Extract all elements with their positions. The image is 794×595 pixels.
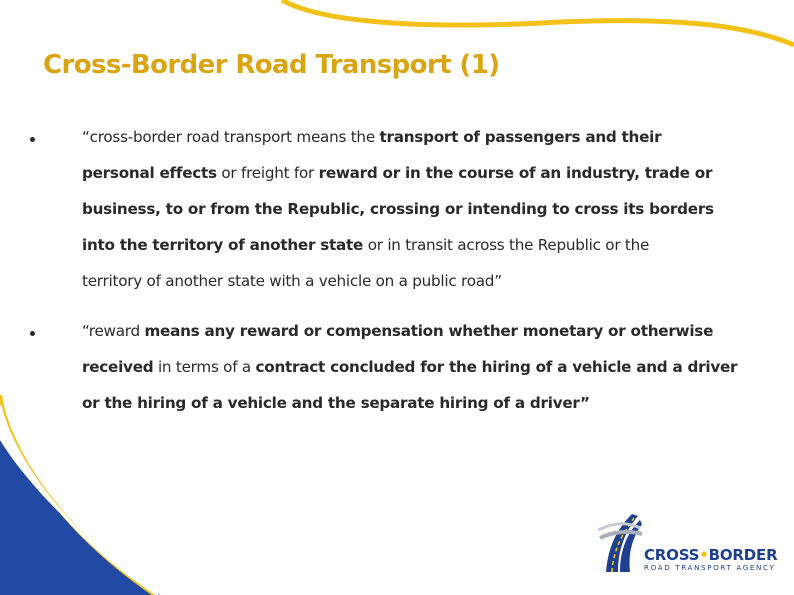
bullet-dot (30, 331, 35, 336)
bold-text-run: transport of passengers and their (379, 128, 662, 146)
bold-text-run: reward or in the course of an industry, trade or (318, 164, 713, 182)
bullet-line (82, 356, 737, 378)
bullet-dot (30, 137, 35, 142)
text-run: or freight for (216, 164, 319, 182)
logo-name (644, 546, 777, 564)
logo-name-part1: CROSS (644, 546, 700, 564)
bullet-line (82, 392, 590, 414)
bold-text-run: contract concluded for the hiring of a vehicle and a driver (255, 358, 738, 376)
bottom-blue-swoosh (0, 440, 160, 595)
text-run: or in transit across the Republic or the (363, 236, 650, 254)
bullet-line (82, 162, 712, 184)
text-run: “reward (82, 322, 145, 340)
bullet-line (82, 126, 661, 148)
bold-text-run: or the hiring of a vehicle and the separate hiring of a driver” (82, 394, 590, 412)
bold-text-run: personal effects (82, 164, 217, 182)
bottom-yellow-stripe (0, 395, 155, 595)
text-run: “cross-border road transport means the (82, 128, 380, 146)
logo-name-part2: BORDER (708, 546, 778, 564)
top-yellow-curve (282, 0, 794, 45)
bullet-line (82, 320, 713, 342)
bullet-line (82, 198, 714, 220)
bold-text-run: means any reward or compensation whether monetary or otherwise (144, 322, 714, 340)
bullet-line (82, 234, 649, 256)
text-run: in terms of a (153, 358, 256, 376)
logo-subtitle: ROAD TRANSPORT AGENCY (644, 563, 776, 572)
logo-name-separator: • (699, 546, 709, 564)
text-run: territory of another state with a vehicle on a public road” (82, 272, 502, 290)
bold-text-run: into the territory of another state (82, 236, 364, 254)
bottom-white-stripe (0, 405, 158, 595)
cross-border-logo (598, 508, 788, 578)
bullet-line (82, 270, 502, 292)
slide-title: Cross-Border Road Transport (1) (43, 50, 500, 80)
bold-text-run: business, to or from the Republic, crossing or intending to cross its borders (82, 200, 714, 218)
road-logo-icon (598, 508, 642, 574)
bold-text-run: received (82, 358, 154, 376)
